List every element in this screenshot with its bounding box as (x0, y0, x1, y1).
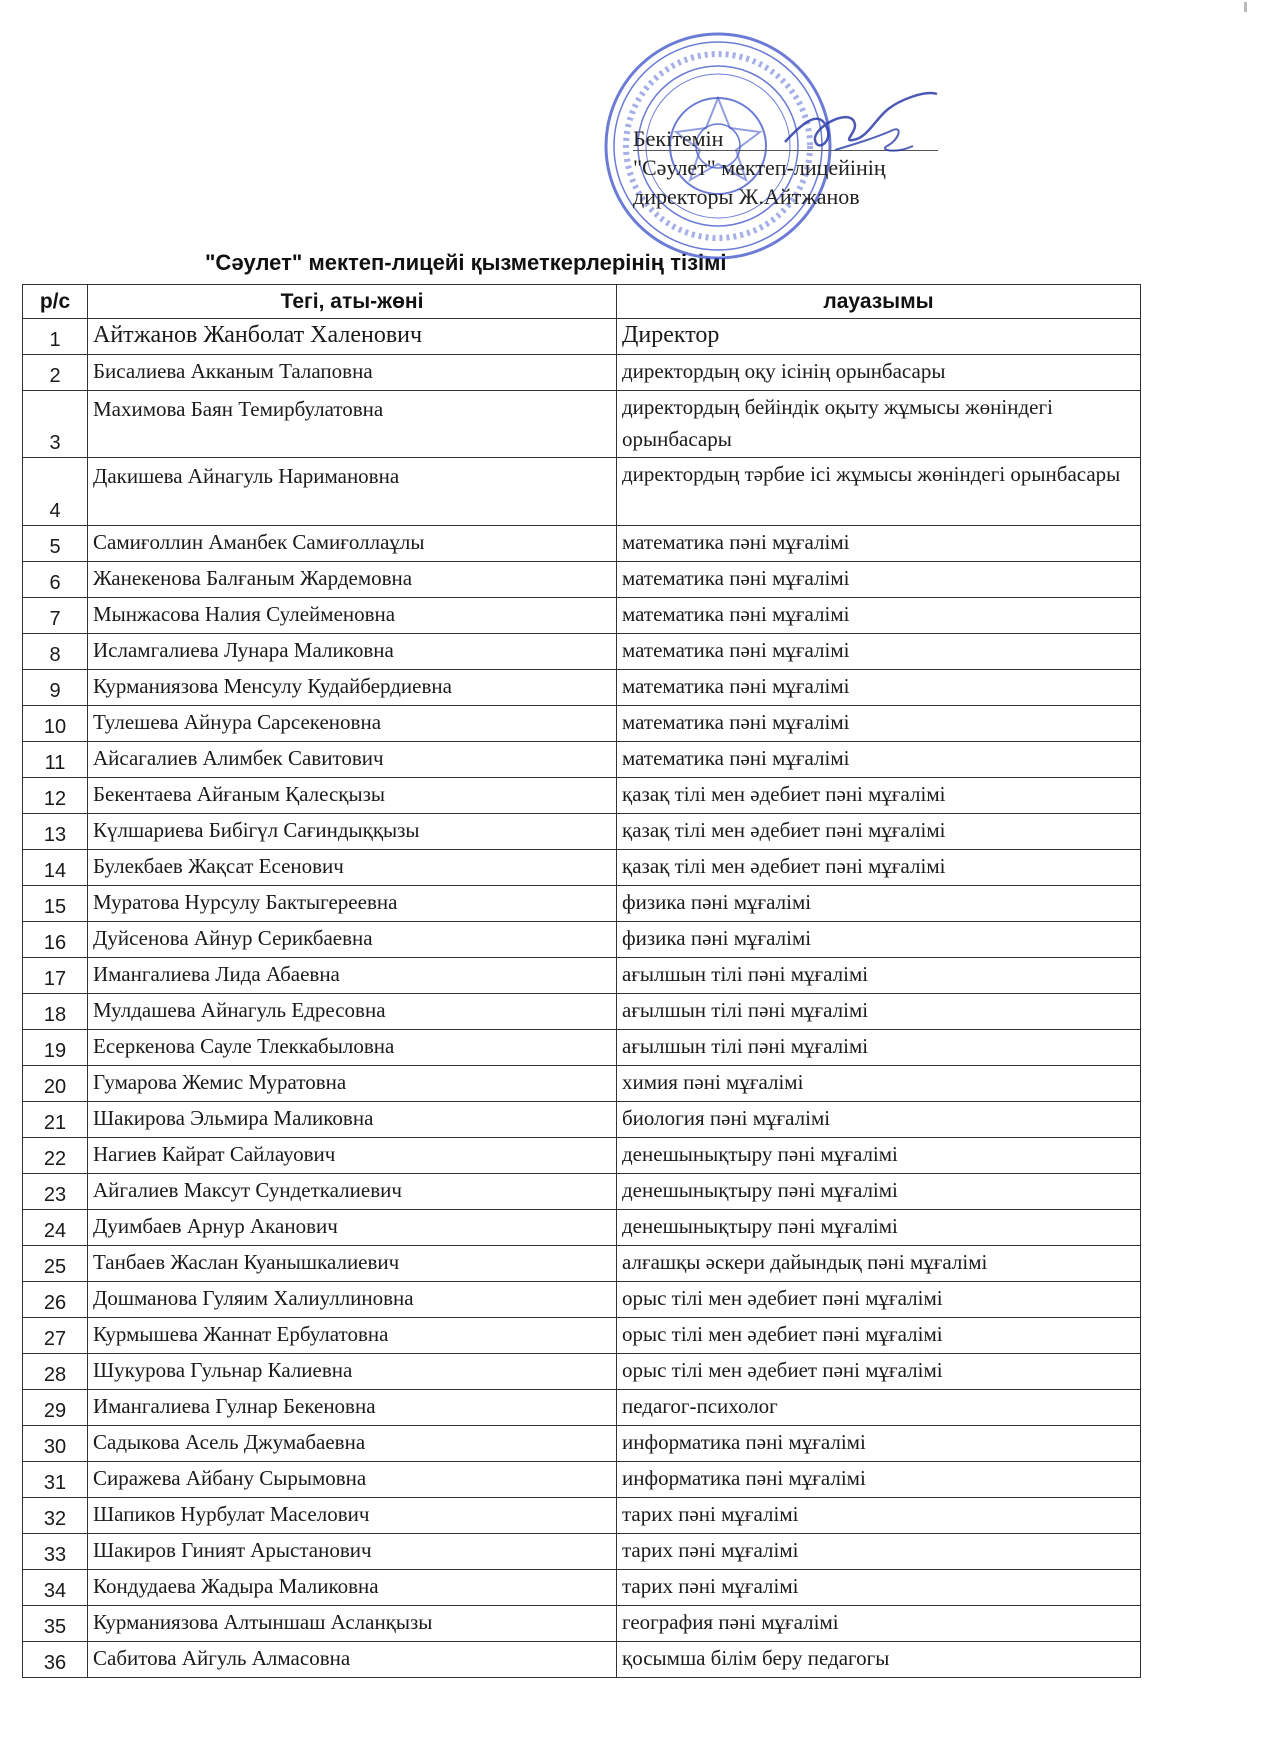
row-number: 7 (23, 598, 88, 634)
row-full-name: Бисалиева Акканым Талаповна (88, 355, 617, 391)
row-position: денешынықтыру пәні мұғалімі (617, 1210, 1141, 1246)
row-full-name: Айтжанов Жанболат Халенович (88, 319, 617, 355)
row-number: 30 (23, 1426, 88, 1462)
row-number: 26 (23, 1282, 88, 1318)
row-full-name: Дуйсенова Айнур Серикбаевна (88, 922, 617, 958)
row-full-name: Дуимбаев Арнур Аканович (88, 1210, 617, 1246)
row-number: 31 (23, 1462, 88, 1498)
table-row (23, 814, 1141, 850)
table-row (23, 1426, 1141, 1462)
row-number: 4 (23, 458, 88, 526)
row-position: ағылшын тілі пәні мұғалімі (617, 958, 1141, 994)
row-full-name: Мынжасова Налия Сулейменовна (88, 598, 617, 634)
row-full-name: Курманиязова Менсулу Кудайбердиевна (88, 670, 617, 706)
row-position: директордың бейіндік оқыту жұмысы жөніндегі орынбасары (617, 391, 1141, 458)
row-number: 5 (23, 526, 88, 562)
table-row (23, 1174, 1141, 1210)
row-full-name: Бекентаева Айғаным Қалесқызы (88, 778, 617, 814)
row-number: 36 (23, 1642, 88, 1678)
row-number: 21 (23, 1102, 88, 1138)
row-position: орыс тілі мен әдебиет пәні мұғалімі (617, 1318, 1141, 1354)
row-number: 19 (23, 1030, 88, 1066)
document-title: "Сәулет" мектеп-лицейі қызметкерлерінің тізімі (205, 250, 727, 275)
row-full-name: Гумарова Жемис Муратовна (88, 1066, 617, 1102)
row-position: денешынықтыру пәні мұғалімі (617, 1174, 1141, 1210)
row-number: 10 (23, 706, 88, 742)
row-position: математика пәні мұғалімі (617, 562, 1141, 598)
row-position: денешынықтыру пәні мұғалімі (617, 1138, 1141, 1174)
table-row (23, 598, 1141, 634)
row-full-name: Айсагалиев Алимбек Савитович (88, 742, 617, 778)
approval-line-1: Бекітемін (633, 126, 724, 151)
row-full-name: Сиражева Айбану Сырымовна (88, 1462, 617, 1498)
row-full-name: Танбаев Жаслан Куанышкалиевич (88, 1246, 617, 1282)
table-row (23, 1210, 1141, 1246)
row-position: математика пәні мұғалімі (617, 742, 1141, 778)
row-number: 32 (23, 1498, 88, 1534)
row-full-name: Тулешева Айнура Сарсекеновна (88, 706, 617, 742)
row-position: математика пәні мұғалімі (617, 706, 1141, 742)
row-number: 3 (23, 391, 88, 458)
row-number: 18 (23, 994, 88, 1030)
table-row (23, 1318, 1141, 1354)
row-number: 35 (23, 1606, 88, 1642)
table-row (23, 922, 1141, 958)
table-row (23, 994, 1141, 1030)
row-full-name: Күлшариева Бибігүл Сағиндыққызы (88, 814, 617, 850)
row-position: тарих пәні мұғалімі (617, 1534, 1141, 1570)
row-position: ағылшын тілі пәні мұғалімі (617, 1030, 1141, 1066)
row-position: химия пәні мұғалімі (617, 1066, 1141, 1102)
table-row (23, 562, 1141, 598)
row-full-name: Кондудаева Жадыра Маликовна (88, 1570, 617, 1606)
row-position: физика пәні мұғалімі (617, 922, 1141, 958)
row-position: тарих пәні мұғалімі (617, 1570, 1141, 1606)
table-row (23, 1102, 1141, 1138)
row-full-name: Махимова Баян Темирбулатовна (88, 391, 617, 458)
table-row (23, 850, 1141, 886)
table-row (23, 1066, 1141, 1102)
header-number: р/с (23, 285, 88, 319)
table-row (23, 1534, 1141, 1570)
row-position: география пәні мұғалімі (617, 1606, 1141, 1642)
signature-icon (775, 80, 945, 170)
row-position: алғашқы әскери дайындық пәні мұғалімі (617, 1246, 1141, 1282)
row-number: 9 (23, 670, 88, 706)
row-full-name: Айгалиев Максут Сундеткалиевич (88, 1174, 617, 1210)
table-row (23, 1246, 1141, 1282)
row-number: 29 (23, 1390, 88, 1426)
table-row (23, 1138, 1141, 1174)
table-row (23, 1030, 1141, 1066)
table-row (23, 355, 1141, 391)
approval-line-2: "Сәулет" мектеп-лицейінің (633, 155, 886, 180)
row-number: 6 (23, 562, 88, 598)
row-position: математика пәні мұғалімі (617, 526, 1141, 562)
row-number: 25 (23, 1246, 88, 1282)
row-position: математика пәні мұғалімі (617, 634, 1141, 670)
row-position: орыс тілі мен әдебиет пәні мұғалімі (617, 1354, 1141, 1390)
row-number: 24 (23, 1210, 88, 1246)
row-number: 16 (23, 922, 88, 958)
row-position: директордың оқу ісінің орынбасары (617, 355, 1141, 391)
table-row (23, 958, 1141, 994)
table-row (23, 319, 1141, 355)
row-full-name: Мулдашева Айнагуль Едресовна (88, 994, 617, 1030)
row-full-name: Муратова Нурсулу Бактыгереевна (88, 886, 617, 922)
table-row (23, 1390, 1141, 1426)
table-row (23, 391, 1141, 458)
staff-table (22, 284, 1141, 1678)
table-header-row (23, 285, 1141, 319)
row-number: 23 (23, 1174, 88, 1210)
row-position: математика пәні мұғалімі (617, 670, 1141, 706)
row-number: 22 (23, 1138, 88, 1174)
table-row (23, 1354, 1141, 1390)
table-row (23, 742, 1141, 778)
row-full-name: Шапиков Нурбулат Маселович (88, 1498, 617, 1534)
row-full-name: Дакишева Айнагуль Наримановна (88, 458, 617, 526)
row-position: қазақ тілі мен әдебиет пәні мұғалімі (617, 814, 1141, 850)
row-number: 13 (23, 814, 88, 850)
row-number: 15 (23, 886, 88, 922)
row-full-name: Дошманова Гуляим Халиуллиновна (88, 1282, 617, 1318)
table-row (23, 706, 1141, 742)
header-position: лауазымы (617, 285, 1141, 319)
row-full-name: Курманиязова Алтыншаш Асланқызы (88, 1606, 617, 1642)
row-position: информатика пәні мұғалімі (617, 1462, 1141, 1498)
row-number: 11 (23, 742, 88, 778)
row-full-name: Имангалиева Гулнар Бекеновна (88, 1390, 617, 1426)
table-row (23, 670, 1141, 706)
row-full-name: Шакирова Эльмира Маликовна (88, 1102, 617, 1138)
table-row (23, 1570, 1141, 1606)
row-position: ағылшын тілі пәні мұғалімі (617, 994, 1141, 1030)
row-position: информатика пәні мұғалімі (617, 1426, 1141, 1462)
header-full-name: Тегі, аты-жөні (88, 285, 617, 319)
table-row (23, 1462, 1141, 1498)
row-position: қазақ тілі мен әдебиет пәні мұғалімі (617, 778, 1141, 814)
row-number: 2 (23, 355, 88, 391)
row-full-name: Курмышева Жаннат Ербулатовна (88, 1318, 617, 1354)
row-full-name: Нагиев Кайрат Сайлауович (88, 1138, 617, 1174)
table-row (23, 1282, 1141, 1318)
table-row (23, 458, 1141, 526)
row-full-name: Есеркенова Сауле Тлеккабыловна (88, 1030, 617, 1066)
table-row (23, 1642, 1141, 1678)
row-position: физика пәні мұғалімі (617, 886, 1141, 922)
row-position: орыс тілі мен әдебиет пәні мұғалімі (617, 1282, 1141, 1318)
row-position: Директор (617, 319, 1141, 355)
approval-line-3: директоры Ж.Айтжанов (633, 184, 860, 209)
row-position: тарих пәні мұғалімі (617, 1498, 1141, 1534)
row-number: 1 (23, 319, 88, 355)
row-full-name: Садыкова Асель Джумабаевна (88, 1426, 617, 1462)
row-number: 14 (23, 850, 88, 886)
row-full-name: Исламгалиева Лунара Маликовна (88, 634, 617, 670)
row-position: директордың тәрбие ісі жұмысы жөніндегі орынбасары (617, 458, 1141, 526)
row-full-name: Самиғоллин Аманбек Самиғоллаұлы (88, 526, 617, 562)
scan-mark (1244, 2, 1247, 12)
table-row (23, 886, 1141, 922)
row-position: биология пәні мұғалімі (617, 1102, 1141, 1138)
table-row (23, 778, 1141, 814)
row-number: 17 (23, 958, 88, 994)
table-row (23, 1606, 1141, 1642)
row-number: 34 (23, 1570, 88, 1606)
table-row (23, 1498, 1141, 1534)
row-number: 27 (23, 1318, 88, 1354)
row-full-name: Имангалиева Лида Абаевна (88, 958, 617, 994)
row-full-name: Шакиров Гиният Арыстанович (88, 1534, 617, 1570)
table-row (23, 526, 1141, 562)
row-position: математика пәні мұғалімі (617, 598, 1141, 634)
row-full-name: Шукурова Гульнар Калиевна (88, 1354, 617, 1390)
row-number: 20 (23, 1066, 88, 1102)
row-full-name: Сабитова Айгуль Алмасовна (88, 1642, 617, 1678)
row-position: қосымша білім беру педагогы (617, 1642, 1141, 1678)
row-number: 33 (23, 1534, 88, 1570)
table-row (23, 634, 1141, 670)
row-position: педагог-психолог (617, 1390, 1141, 1426)
row-number: 12 (23, 778, 88, 814)
row-position: қазақ тілі мен әдебиет пәні мұғалімі (617, 850, 1141, 886)
row-number: 8 (23, 634, 88, 670)
row-full-name: Булекбаев Жақсат Есенович (88, 850, 617, 886)
row-number: 28 (23, 1354, 88, 1390)
row-full-name: Жанекенова Балғаным Жардемовна (88, 562, 617, 598)
